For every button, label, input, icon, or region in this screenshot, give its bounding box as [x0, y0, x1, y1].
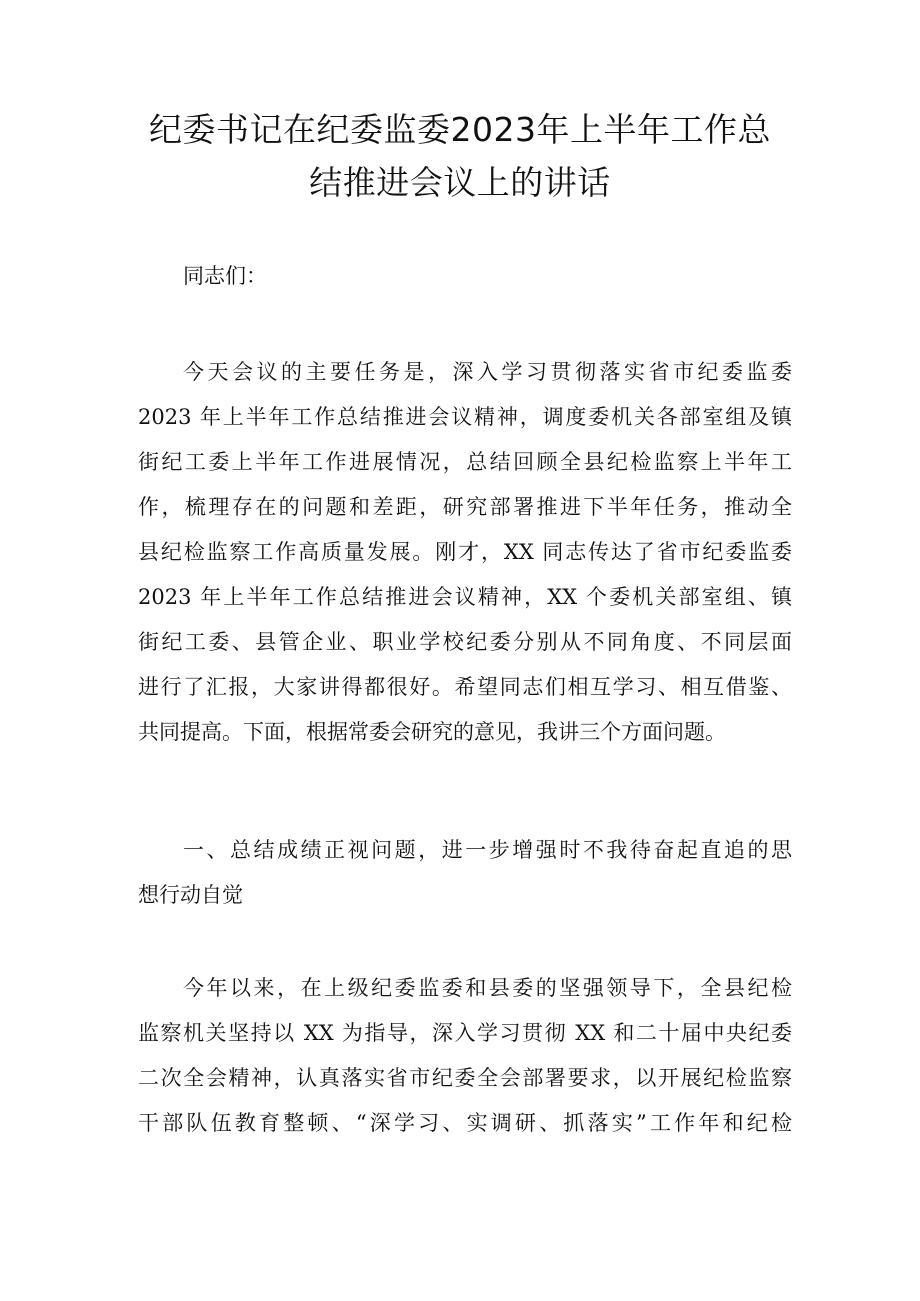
paragraph-body	[138, 966, 792, 1146]
text-line: 街纪工委、县管企业、职业学校纪委分别从不同角度、不同层面	[138, 630, 792, 654]
text-line: 今年以来，在上级纪委监委和县委的坚强领导下，全县纪检	[183, 976, 792, 1000]
title-line: 结推进会议上的讲话	[309, 163, 611, 202]
text-line: 今天会议的主要任务是，深入学习贯彻落实省市纪委监委	[183, 360, 792, 384]
document-title	[100, 103, 820, 209]
text-line: 二次全会精神，认真落实省市纪委全会部署要求，以开展纪检监察	[138, 1066, 792, 1090]
text-line: 监察机关坚持以 XX 为指导，深入学习贯彻 XX 和二十届中央纪委	[138, 1021, 792, 1045]
text-line: 进行了汇报，大家讲得都很好。希望同志们相互学习、相互借鉴、	[138, 675, 792, 699]
text-line: 干部队伍教育整顿、“深学习、实调研、抓落实”工作年和纪检	[138, 1111, 792, 1135]
text-line: 一、总结成绩正视问题，进一步增强时不我待奋起直追的思	[183, 838, 792, 862]
text-line: 县纪检监察工作高质量发展。刚才，XX 同志传达了省市纪委监委	[138, 540, 792, 564]
section-heading-1	[138, 828, 792, 918]
text-line: 作，梳理存在的问题和差距，研究部署推进下半年任务，推动全	[138, 495, 792, 519]
title-line: 纪委书记在纪委监委2023年上半年工作总	[149, 110, 771, 149]
text-line: 2023 年上半年工作总结推进会议精神，XX 个委机关部室组、镇	[138, 585, 792, 609]
text-line: 2023 年上半年工作总结推进会议精神，调度委机关各部室组及镇	[138, 405, 792, 429]
text-line: 想行动自觉	[138, 883, 243, 907]
paragraph-intro	[138, 350, 792, 755]
text-line: 共同提高。下面，根据常委会研究的意见，我讲三个方面问题。	[138, 720, 726, 744]
text-line: 街纪工委上半年工作进展情况，总结回顾全县纪检监察上半年工	[138, 450, 792, 474]
salutation: 同志们：	[183, 264, 267, 288]
